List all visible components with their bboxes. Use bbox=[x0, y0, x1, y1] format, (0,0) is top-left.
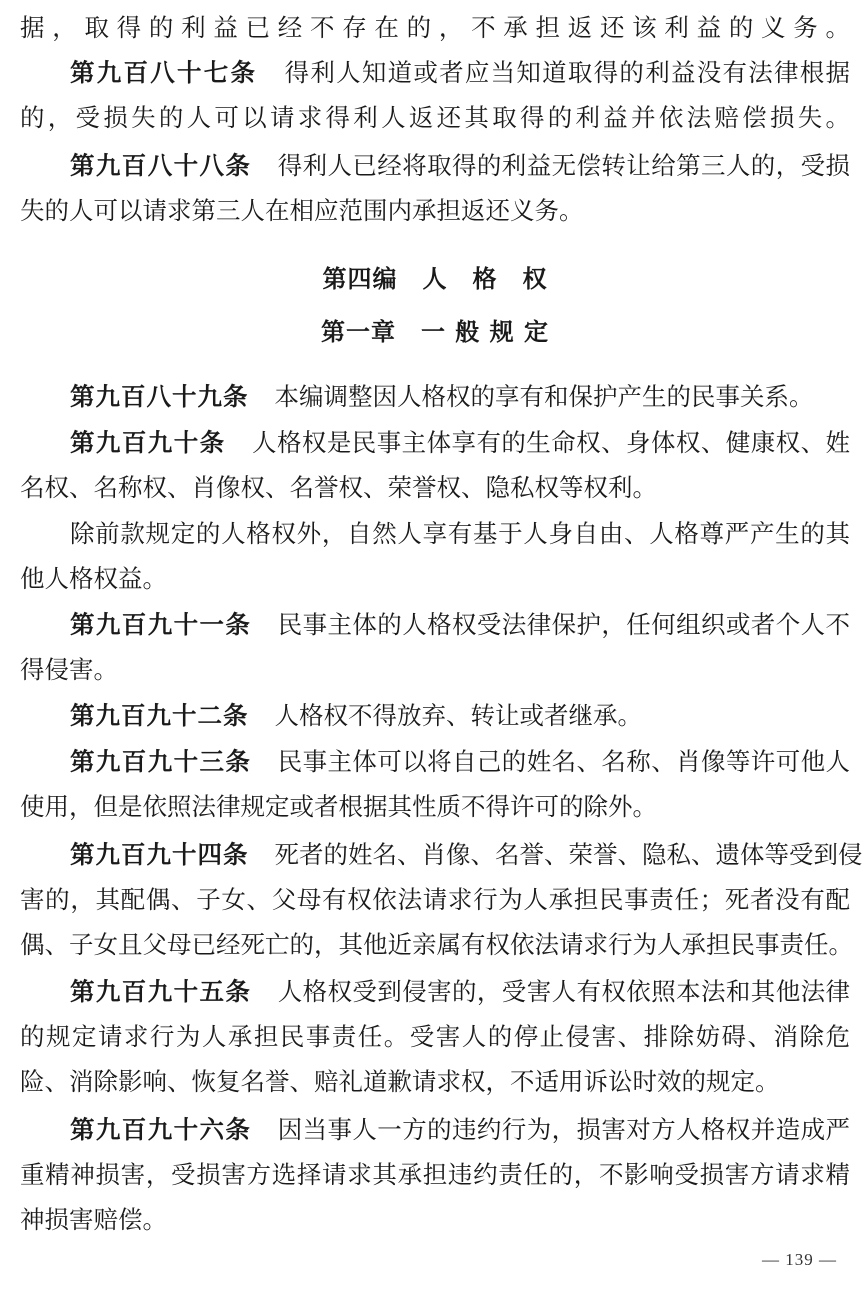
article-number: 第九百九十六条 bbox=[70, 1115, 252, 1144]
text-line: 据，取得的利益已经不存在的，不承担返还该利益的义务。 bbox=[20, 13, 850, 42]
text-line: 他人格权益。 bbox=[20, 564, 167, 593]
article-number: 第九百九十二条 bbox=[70, 701, 249, 730]
article-995 bbox=[20, 977, 850, 1007]
text-line: 失的人可以请求第三人在相应范围内承担返还义务。 bbox=[20, 196, 584, 225]
article-text: 人格权受到侵害的，受害人有权依照本法和其他法律 bbox=[277, 977, 851, 1006]
article-text: 民事主体的人格权受法律保护，任何组织或者个人不 bbox=[277, 610, 851, 639]
article-number: 第九百八十九条 bbox=[70, 382, 249, 411]
article-text: 本编调整因人格权的享有和保护产生的民事关系。 bbox=[274, 382, 814, 411]
text-line: 神损害赔偿。 bbox=[20, 1205, 167, 1234]
article-988 bbox=[20, 151, 850, 181]
article-text: 得利人已经将取得的利益无偿转让给第三人的，受损 bbox=[277, 151, 851, 180]
article-990 bbox=[20, 428, 850, 458]
article-number: 第九百九十一条 bbox=[70, 610, 252, 639]
page-number: — 139 — bbox=[762, 1250, 837, 1269]
text-line: 名权、名称权、肖像权、名誉权、荣誉权、隐私权等权利。 bbox=[20, 473, 657, 502]
article-text: 死者的姓名、肖像、名誉、荣誉、隐私、遗体等受到侵 bbox=[274, 840, 863, 869]
article-996 bbox=[20, 1115, 850, 1145]
text-line: 的，受损失的人可以请求得利人返还其取得的利益并依法赔偿损失。 bbox=[20, 103, 850, 132]
article-987 bbox=[20, 58, 850, 88]
article-text: 人格权不得放弃、转让或者继承。 bbox=[274, 701, 642, 730]
text-line: 偶、子女且父母已经死亡的，其他近亲属有权依法请求行为人承担民事责任。 bbox=[20, 930, 853, 959]
article-text: 因当事人一方的违约行为，损害对方人格权并造成严 bbox=[277, 1115, 851, 1144]
article-number: 第九百八十八条 bbox=[70, 151, 252, 180]
article-991 bbox=[20, 610, 850, 640]
chapter-heading: 第一章 一 般 规 定 bbox=[320, 318, 550, 346]
article-number: 第九百九十条 bbox=[70, 428, 226, 457]
article-number: 第九百八十七条 bbox=[70, 58, 258, 87]
article-989 bbox=[70, 382, 814, 412]
text-line: 得侵害。 bbox=[20, 655, 118, 684]
text-line: 除前款规定的人格权外，自然人享有基于人身自由、人格尊严产生的其 bbox=[70, 519, 850, 548]
part-heading: 第四编 人 格 权 bbox=[322, 265, 548, 293]
article-992 bbox=[70, 701, 642, 731]
article-number: 第九百九十三条 bbox=[70, 747, 252, 776]
article-text: 得利人知道或者应当知道取得的利益没有法律根据 bbox=[283, 58, 850, 87]
article-number: 第九百九十五条 bbox=[70, 977, 252, 1006]
text-line: 重精神损害，受损害方选择请求其承担违约责任的，不影响受损害方请求精 bbox=[20, 1160, 850, 1189]
text-line: 的规定请求行为人承担民事责任。受害人的停止侵害、排除妨碍、消除危 bbox=[20, 1022, 850, 1051]
article-text: 民事主体可以将自己的姓名、名称、肖像等许可他人 bbox=[277, 747, 851, 776]
text-line: 使用，但是依照法律规定或者根据其性质不得许可的除外。 bbox=[20, 792, 657, 821]
text-line: 险、消除影响、恢复名誉、赔礼道歉请求权，不适用诉讼时效的规定。 bbox=[20, 1067, 780, 1096]
article-number: 第九百九十四条 bbox=[70, 840, 249, 869]
article-text: 人格权是民事主体享有的生命权、身体权、健康权、姓 bbox=[251, 428, 851, 457]
article-993 bbox=[20, 747, 850, 777]
article-994 bbox=[20, 840, 863, 870]
text-line: 害的，其配偶、子女、父母有权依法请求行为人承担民事责任；死者没有配 bbox=[20, 885, 850, 914]
